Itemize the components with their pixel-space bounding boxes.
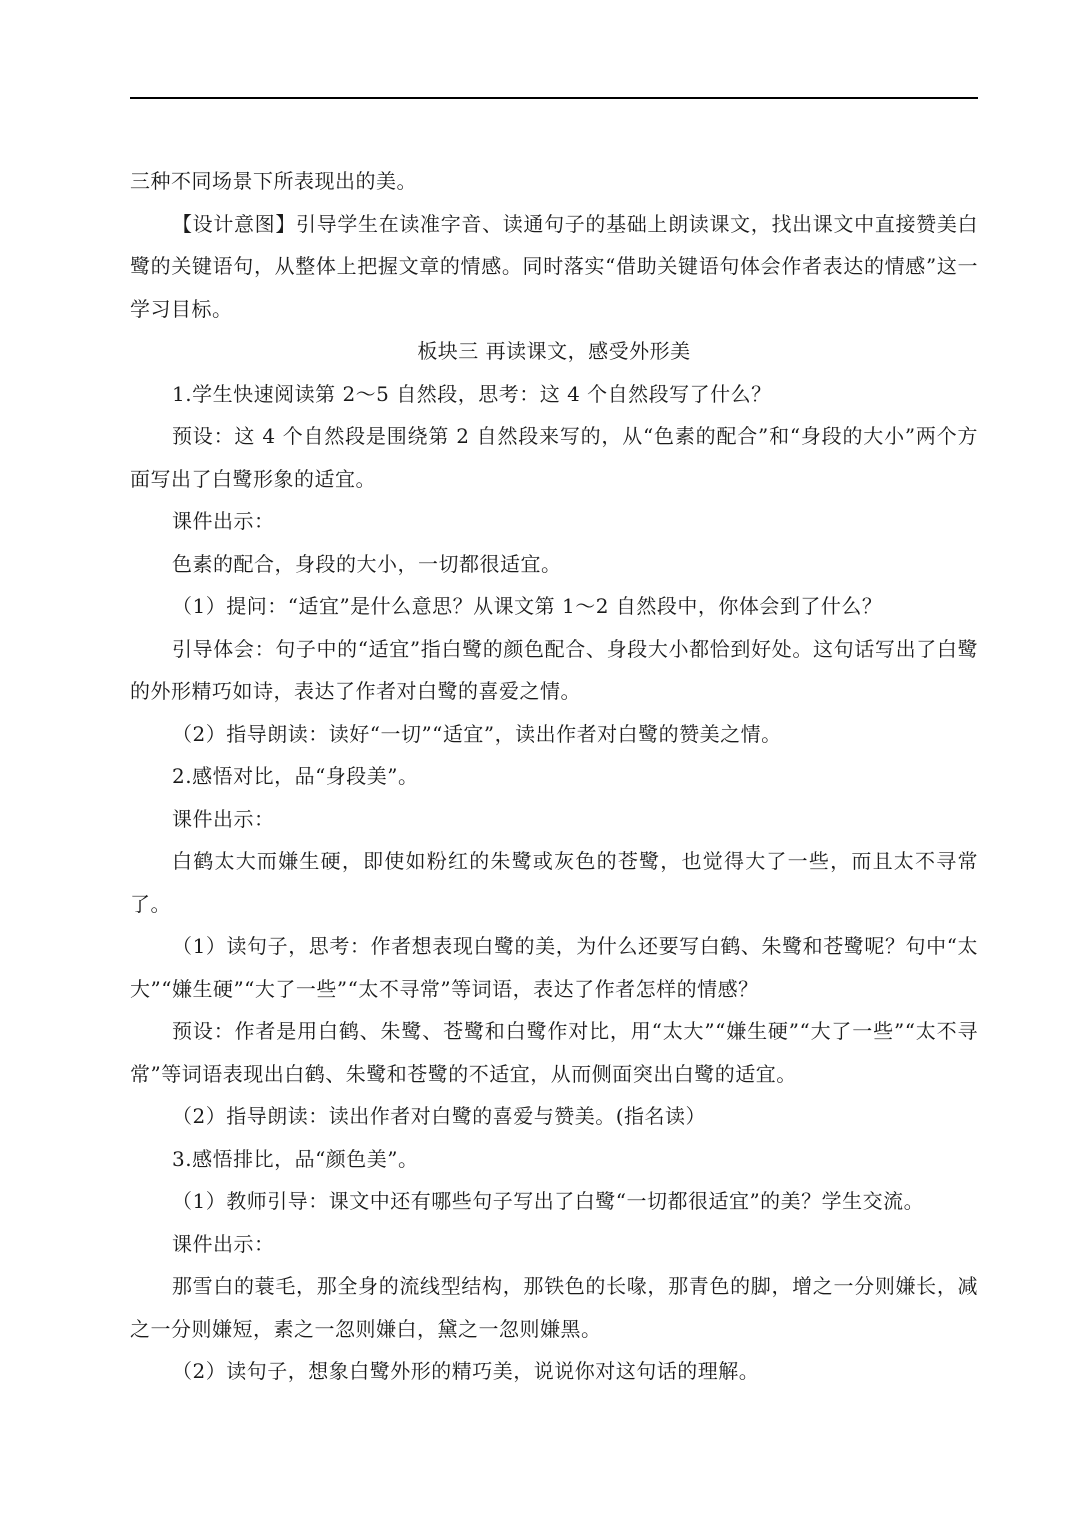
paragraph-teacher-guide: （1）教师引导：课文中还有哪些句子写出了白鹭“一切都很适宜”的美？学生交流。 <box>172 1189 925 1213</box>
paragraph-question-2: （1）读句子，思考：作者想表现白鹭的美，为什么还要写白鹤、朱鹭和苍鹭呢？句中“太大”“嫌生硬”“大了一些”“太不寻常”等词语，表达了作者怎样的情感？ <box>130 934 978 1001</box>
paragraph-step-2: 2.感悟对比，品“身段美”。 <box>172 764 419 788</box>
paragraph-guide-1: 引导体会：句子中的“适宜”指白鹭的颜色配合、身段大小都恰到好处。这句话写出了白鹭的外形精巧如诗，表达了作者对白鹭的喜爱之情。 <box>130 636 978 703</box>
header-rule <box>130 97 978 99</box>
paragraph-reading-guide-2: （2）指导朗读：读出作者对白鹭的喜爱与赞美。(指名读） <box>172 1104 707 1128</box>
paragraph-question-1: （1）提问：“适宜”是什么意思？从课文第 1～2 自然段中，你体会到了什么？ <box>172 594 883 618</box>
paragraph-courseware-label-3: 课件出示： <box>172 1231 275 1256</box>
paragraph-reading-guide-1: （2）指导朗读：读好“一切”“适宜”，读出作者对白鹭的赞美之情。 <box>172 721 782 746</box>
paragraph-step-1: 1.学生快速阅读第 2～5 自然段，思考：这 4 个自然段写了什么？ <box>172 381 772 406</box>
paragraph-scene-summary: 三种不同场景下所表现出的美。 <box>130 169 417 193</box>
paragraph-quote-2: 白鹤太大而嫌生硬，即使如粉红的朱鹭或灰色的苍鹭，也觉得大了一些，而且太不寻常了。 <box>130 849 978 916</box>
document-body <box>130 160 978 1393</box>
paragraph-preset-2: 预设：作者是用白鹤、朱鹭、苍鹭和白鹭作对比，用“太大”“嫌生硬”“大了一些”“太不寻常”等词语表现出白鹤、朱鹭和苍鹭的不适宜，从而侧面突出白鹭的适宜。 <box>130 1019 978 1086</box>
paragraph-quote-1: 色素的配合，身段的大小，一切都很适宜。 <box>172 551 562 576</box>
paragraph-quote-3: 那雪白的蓑毛，那全身的流线型结构，那铁色的长喙，那青色的脚，增之一分则嫌长，减之一分则嫌短，素之一忽则嫌白，黛之一忽则嫌黑。 <box>130 1274 978 1341</box>
paragraph-preset-1: 预设：这 4 个自然段是围绕第 2 自然段来写的，从“色素的配合”和“身段的大小”两个方面写出了白鹭形象的适宜。 <box>130 424 978 491</box>
paragraph-courseware-label-1: 课件出示： <box>172 509 275 533</box>
section-heading: 板块三 再读课文，感受外形美 <box>417 339 691 363</box>
paragraph-reading-task: （2）读句子，想象白鹭外形的精巧美，说说你对这句话的理解。 <box>172 1359 760 1383</box>
paragraph-courseware-label-2: 课件出示： <box>172 806 275 831</box>
paragraph-design-intent: 【设计意图】引导学生在读准字音、读通句子的基础上朗读课文，找出课文中直接赞美白鹭的关键语句，从整体上把握文章的情感。同时落实“借助关键语句体会作者表达的情感”这一学习目标。 <box>130 211 978 321</box>
paragraph-step-3: 3.感悟排比，品“颜色美”。 <box>172 1146 419 1171</box>
